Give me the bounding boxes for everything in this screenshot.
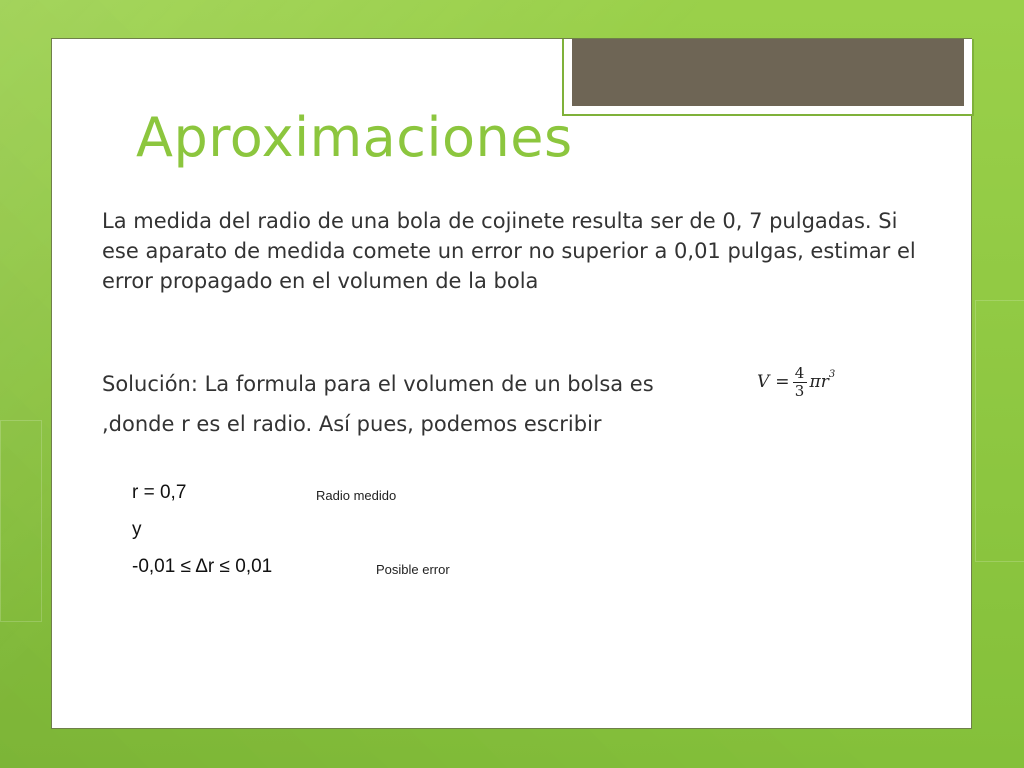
formula-exponent: 3 [828,368,836,380]
formula-equals: = [775,372,790,392]
solution-continuation: ,donde r es el radio. Así pues, podemos escribir [102,412,602,436]
header-tab-block [572,39,964,106]
formula-rest: πr [809,372,829,392]
equation-radius: r = 0,7 [132,482,187,503]
formula-denominator: 3 [794,381,805,400]
note-radius: Radio medido [316,488,397,503]
solution-intro: Solución: La formula para el volumen de un bolsa es [102,372,654,396]
formula-fraction [793,365,807,400]
formula-numerator: 4 [794,363,805,382]
formula-lhs: V [757,372,770,392]
background-facet [975,300,1024,562]
equation-error-range: -0,01 ≤ Δr ≤ 0,01 [132,556,273,577]
background-facet [0,420,42,622]
slide-title: Aproximaciones [136,106,573,169]
problem-statement: La medida del radio de una bola de cojinete resulta ser de 0, 7 pulgadas. Si ese aparato de medida comete un error no superior a 0,01 pulgas, estimar el error propagado en el volumen de la bola [102,209,916,293]
note-error: Posible error [376,562,450,577]
volume-formula [757,360,835,404]
header-tab-frame [562,39,974,116]
equation-and: y [132,519,142,540]
